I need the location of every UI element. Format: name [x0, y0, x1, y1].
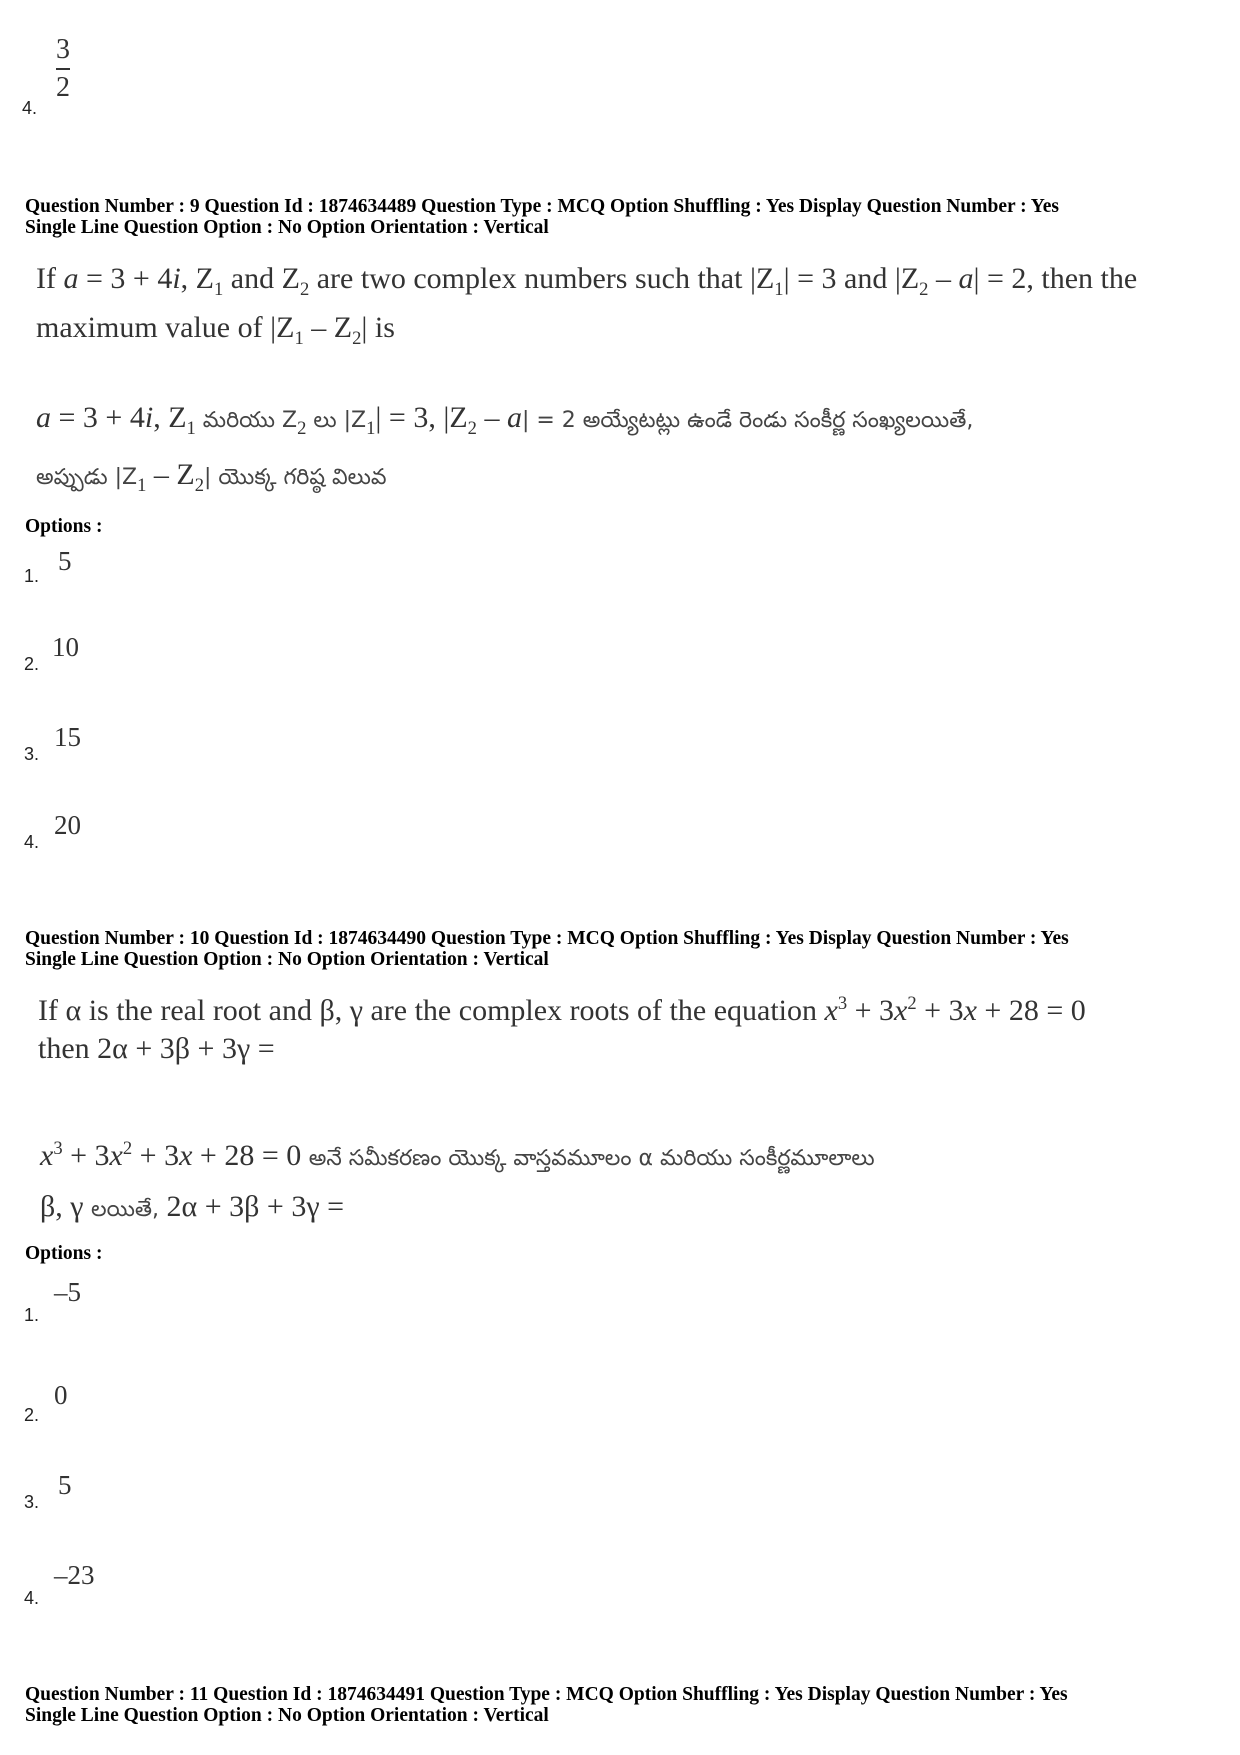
- question-9-english-text: [36, 260, 1137, 358]
- question-9-options-label: Options :: [25, 516, 103, 537]
- question-10-option-1-number: 1.: [24, 1305, 40, 1325]
- question-11-meta-line-1: Question Number : 11 Question Id : 1874634491 Question Type : MCQ Option Shuffling : Yes Display Question Number : Yes: [25, 1684, 1068, 1705]
- option-number: 4.: [22, 98, 38, 118]
- question-9-option-1-value[interactable]: 5: [58, 546, 72, 576]
- question-10-english-text: [38, 985, 1086, 1068]
- question-9-meta-line-2: Single Line Question Option : No Option Orientation : Vertical: [25, 217, 549, 238]
- question-9-option-3-number: 3.: [24, 744, 40, 764]
- question-9-option-3-value[interactable]: 15: [54, 722, 81, 752]
- question-10-option-3-value[interactable]: 5: [58, 1470, 72, 1500]
- question-10-english-line-2: then 2α + 3β + 3γ =: [38, 1032, 275, 1065]
- fraction-numerator: 3: [56, 34, 70, 65]
- fraction-bar: [56, 68, 70, 70]
- question-10-options-label: Options :: [25, 1243, 103, 1264]
- question-9-option-4-value[interactable]: 20: [54, 810, 81, 840]
- question-10-telugu-text: [40, 1125, 875, 1234]
- question-10-option-3-number: 3.: [24, 1492, 40, 1512]
- question-10-option-4-number: 4.: [24, 1588, 40, 1608]
- fraction-denominator: 2: [56, 72, 70, 103]
- question-10-english-line-1: If α is the real root and β, γ are the complex roots of the equation $x^3 + 3x^2 + 3x + 28 = 0$: [38, 993, 1086, 1027]
- question-10-option-1-value[interactable]: –5: [54, 1277, 81, 1307]
- question-9-option-1-number: 1.: [24, 566, 40, 586]
- question-11-meta-line-2: Single Line Question Option : No Option Orientation : Vertical: [25, 1705, 549, 1726]
- question-9-option-2-number: 2.: [24, 654, 40, 674]
- question-9-telugu-line-1: a = 3 + 4i, $Z_1$ మరియు $Z_2$ లు $|Z_1| = 3$, $|Z_2 - a| = 2$ అయ్యేటట్లు ఉండే రెండు సంకీర్ణ సంఖ్యలయితే,: [36, 401, 974, 439]
- question-10-option-2-number: 2.: [24, 1405, 40, 1425]
- question-9-telugu-text: [36, 395, 973, 509]
- question-9-english-line-2: maximum value of $|Z_1 - Z_2|$ is: [36, 311, 395, 349]
- question-9-option-2-value[interactable]: 10: [52, 632, 79, 662]
- question-9-meta-line-1: Question Number : 9 Question Id : 1874634489 Question Type : MCQ Option Shuffling : Yes Display Question Number : Yes: [25, 196, 1059, 217]
- question-10-option-2-value[interactable]: 0: [54, 1380, 68, 1410]
- question-10-telugu-line-1: $x^3 + 3x^2 + 3x + 28 = 0$ అనే సమీకరణం యొక్క వాస్తవమూలం α మరియు సంకీర్ణమూలాలు: [40, 1138, 875, 1172]
- question-9-telugu-line-2: అప్పుడు $|Z_1 - Z_2|$ యొక్క గరిష్ఠ విలువ: [36, 458, 387, 496]
- question-10-option-4-value[interactable]: –23: [54, 1560, 95, 1590]
- question-9-option-4-number: 4.: [24, 832, 40, 852]
- option-4-fraction: [56, 34, 70, 104]
- question-10-meta-line-2: Single Line Question Option : No Option Orientation : Vertical: [25, 949, 549, 970]
- question-9-english-line-1: If a = 3 + 4i, $Z_1$ and $Z_2$ are two complex numbers such that $|Z_1| = 3$ and $|Z_2 - a| = 2$, then the: [36, 262, 1138, 300]
- question-10-meta-line-1: Question Number : 10 Question Id : 1874634490 Question Type : MCQ Option Shuffling : Yes Display Question Number : Yes: [25, 928, 1069, 949]
- question-10-telugu-line-2: β, γ లయితే, 2α + 3β + 3γ =: [40, 1190, 345, 1223]
